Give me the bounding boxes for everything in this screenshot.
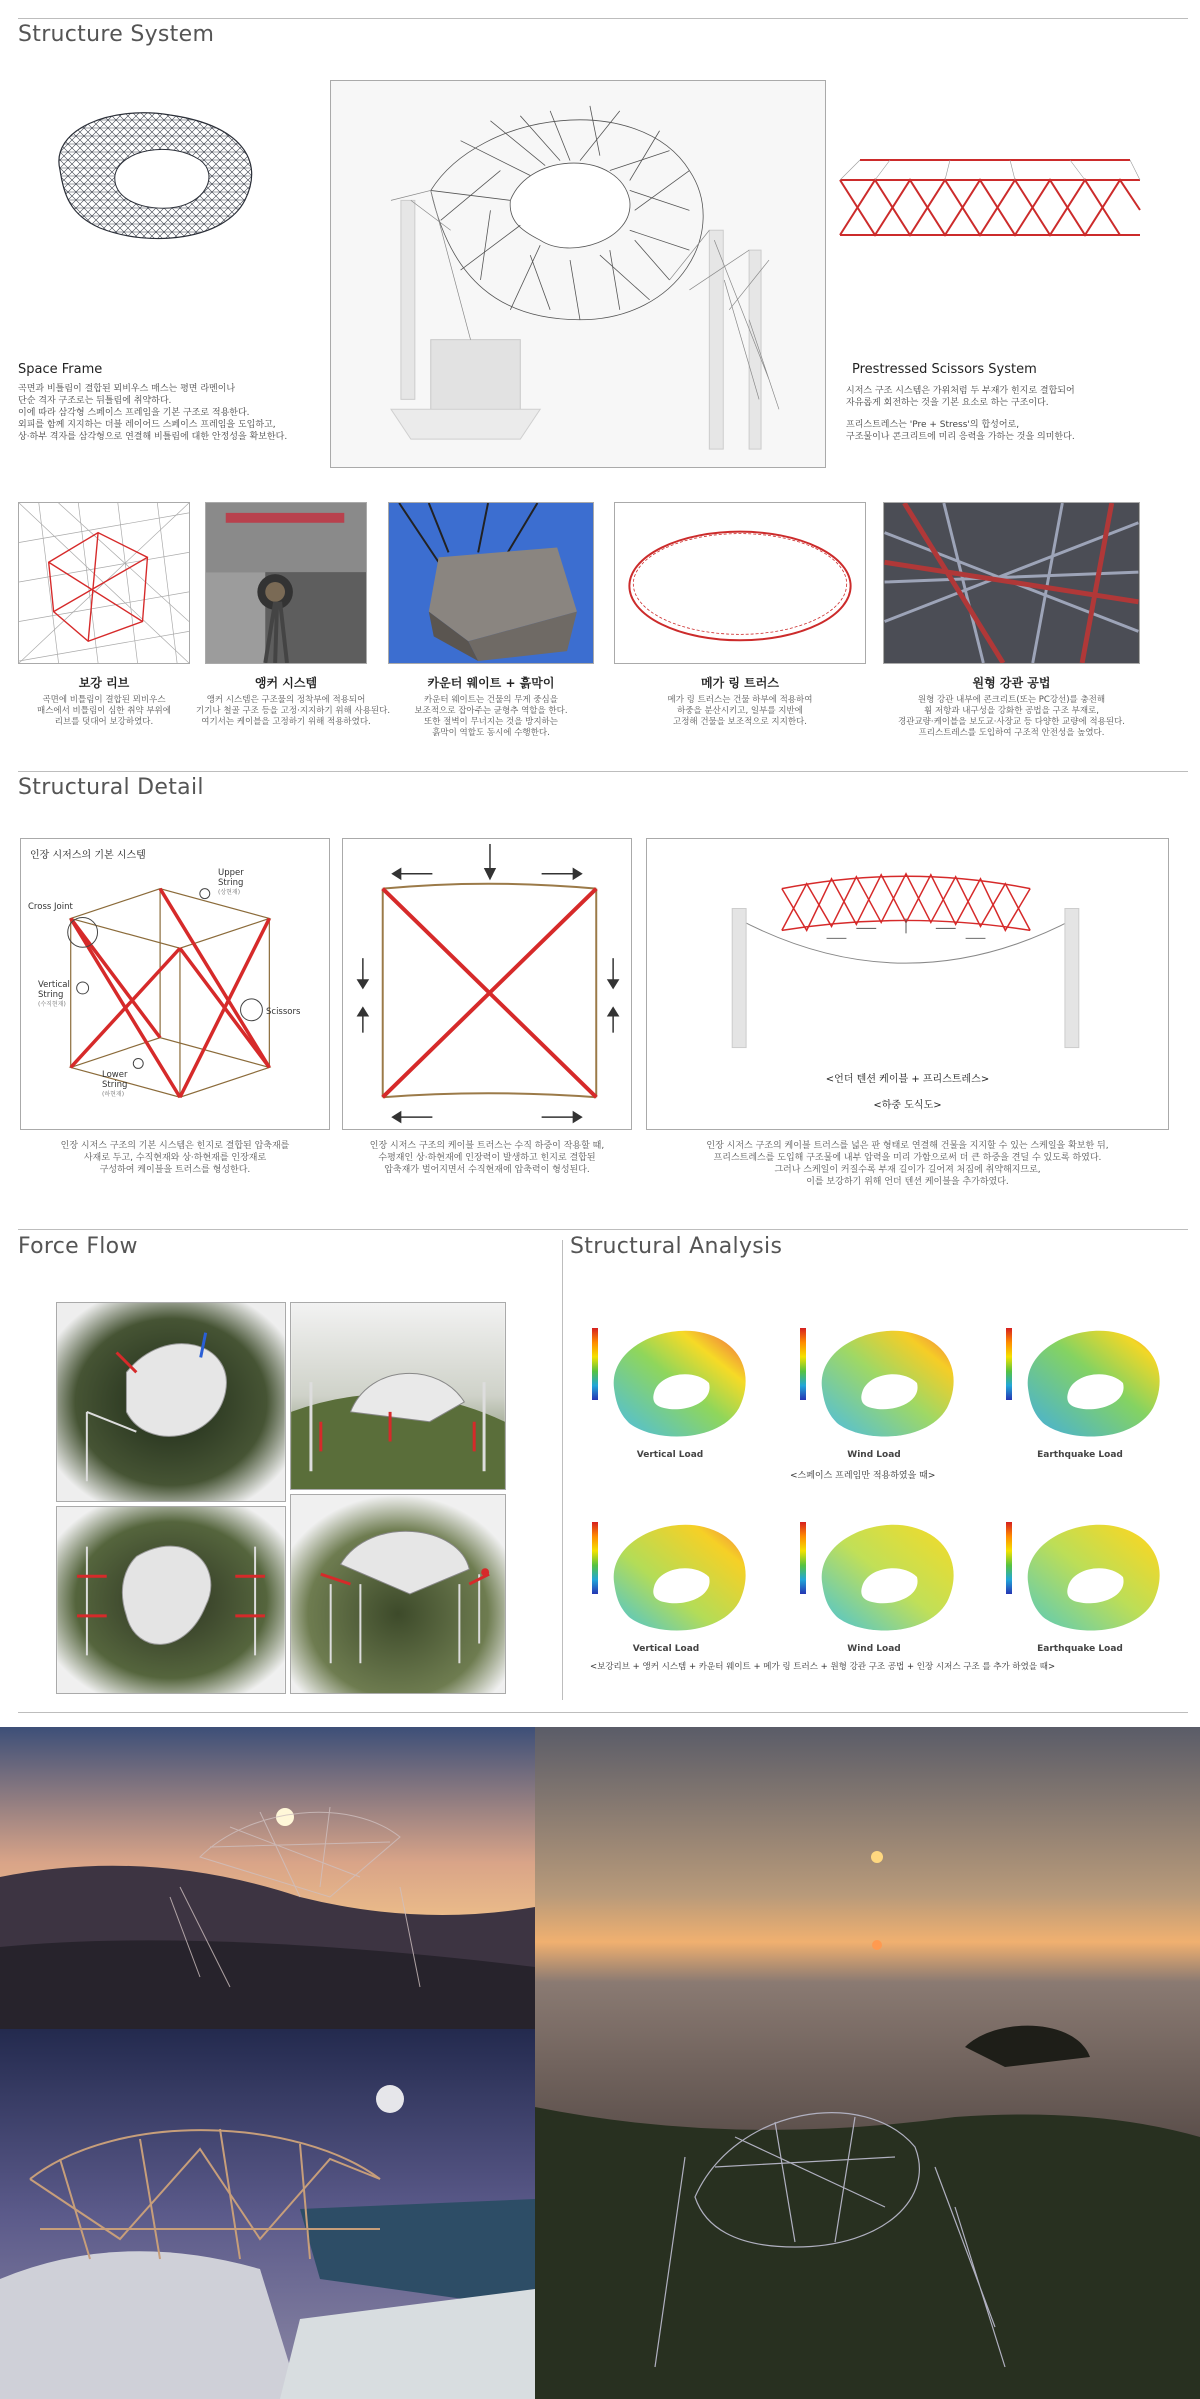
component-caption-line: 프리스트레스를 도입하여 구조적 안전성을 높였다. xyxy=(918,728,1105,738)
detail-box-under-tension xyxy=(646,838,1169,1130)
component-title: 보강 리브 xyxy=(78,676,130,690)
analysis-legend-bar xyxy=(1006,1522,1012,1594)
force-flow-panel-plan-view xyxy=(56,1506,286,1694)
component-title: 원형 강관 공법 xyxy=(972,676,1051,690)
component-title: 카운터 웨이트 + 흙막이 xyxy=(427,676,555,690)
component-caption-line: 고정해 건물을 보조적으로 지지한다. xyxy=(673,717,807,727)
analysis-label: Earthquake Load xyxy=(1037,1450,1123,1460)
space-frame-line: 단순 격자 구조로는 뒤틀림에 취약하다. xyxy=(18,396,172,406)
scissors-line: 구조물이나 콘크리트에 미리 응력을 가하는 것을 의미한다. xyxy=(846,432,1075,442)
space-frame-description xyxy=(18,383,287,443)
label-lower-string xyxy=(102,1070,142,1100)
analysis-legend-bar xyxy=(800,1522,806,1594)
analysis-vertical-load-2 xyxy=(604,1512,754,1640)
analysis-legend-bar xyxy=(1006,1328,1012,1400)
detail-caption-line: 사재로 두고, 수직현재와 상·하현재를 인장재로 xyxy=(83,1153,267,1163)
top-divider xyxy=(18,18,1188,19)
detail-caption-line: 구성하여 케이블을 트러스를 형성한다. xyxy=(99,1165,251,1175)
analysis-wind-load-2 xyxy=(812,1512,962,1640)
scissors-line: 자유롭게 회전하는 것을 기본 요소로 하는 구조이다. xyxy=(846,398,1049,408)
detail-caption-line: 그러나 스케일이 커질수록 부재 길이가 길어져 처짐에 취약해지므로, xyxy=(774,1165,1041,1175)
detail-box3-label-under-tension: <언더 텐션 케이블 + 프리스트레스> xyxy=(825,1074,990,1085)
component-caption-line: 흙막이 역할도 동시에 수행한다. xyxy=(432,728,550,738)
render-sunset-sea xyxy=(535,1727,1200,2399)
component-caption-line: 앵커 시스템은 구조물의 정착부에 적용되어 xyxy=(206,695,366,705)
detail-box-force-diagram xyxy=(342,838,632,1130)
force-flow-panel-side-view xyxy=(290,1302,506,1490)
scissors-line: 시저스 구조 시스템은 가위처럼 두 부재가 힌지로 결합되어 xyxy=(846,386,1075,396)
scissors-line xyxy=(846,409,1075,419)
label-upper-string-sub: (상현재) xyxy=(218,889,241,896)
space-frame-line: 외피를 함께 지지하는 더블 레이어드 스페이스 프레임을 도입하고, xyxy=(18,420,276,430)
section-title-structure-system: Structure System xyxy=(18,22,215,47)
component-caption xyxy=(18,695,190,728)
detail-caption-3 xyxy=(646,1140,1169,1188)
render-night-moon xyxy=(0,2029,535,2399)
component-image-steel-pipe xyxy=(883,502,1140,664)
detail-caption-line: 인장 시저스 구조의 케이블 트러스는 수직 하중이 작용할 때, xyxy=(369,1141,605,1151)
scissors-render xyxy=(830,140,1150,260)
section-title-force-flow: Force Flow xyxy=(18,1234,138,1259)
component-caption-line: 보조적으로 잡아주는 균형추 역할을 한다. xyxy=(414,706,568,716)
scissors-title: Prestressed Scissors System xyxy=(852,362,1037,377)
detail-caption-2 xyxy=(342,1140,632,1176)
space-frame-line: 이에 따라 삼각형 스페이스 프레임을 기본 구조로 적용한다. xyxy=(18,408,250,418)
analysis-legend-bar xyxy=(592,1328,598,1400)
component-image-counterweight xyxy=(388,502,594,664)
detail-caption-1 xyxy=(20,1140,330,1176)
space-frame-title: Space Frame xyxy=(18,362,103,377)
analysis-wind-load-1 xyxy=(812,1318,962,1446)
force-flow-panel-top-view xyxy=(56,1302,286,1502)
component-caption xyxy=(388,695,594,739)
component-caption-line: 여기서는 케이블을 고정하기 위해 적용하였다. xyxy=(201,717,371,727)
detail-box3-label-load-diagram: <하중 도식도> xyxy=(873,1100,942,1111)
component-title: 메가 링 트러스 xyxy=(701,676,779,690)
component-title: 앵커 시스템 xyxy=(254,676,318,690)
component-caption-line: 곡면에 비틀림이 결합된 뫼비우스 xyxy=(42,695,166,705)
label-scissors: Scissors xyxy=(266,1007,301,1017)
divider xyxy=(18,1229,1188,1230)
detail-caption-line: 이를 보강하기 위해 언더 텐션 케이블을 추가하였다. xyxy=(806,1177,1009,1187)
divider xyxy=(18,1712,1188,1713)
label-cross-joint: Cross Joint xyxy=(28,902,73,912)
component-caption-line: 매스에서 비틀림이 심한 취약 부위에 xyxy=(37,706,171,716)
component-caption xyxy=(873,695,1150,739)
label-vertical-string xyxy=(38,980,88,1010)
analysis-legend-bar xyxy=(800,1328,806,1400)
space-frame-render xyxy=(40,100,270,250)
central-structure-render xyxy=(330,80,826,468)
label-vertical-string-sub: (수직현재) xyxy=(38,1001,66,1008)
label-lower-string-text: Lower String xyxy=(102,1070,128,1090)
component-image-anchor xyxy=(205,502,367,664)
label-lower-string-sub: (하현재) xyxy=(102,1091,125,1098)
component-caption-line: 또한 절벽이 무너지는 것을 방지하는 xyxy=(424,717,558,727)
scissors-description xyxy=(846,385,1075,443)
label-upper-string xyxy=(218,868,258,898)
component-caption-line: 원형 강관 내부에 콘크리트(또는 PC강선)를 충전해 xyxy=(917,695,1106,705)
component-caption-line: 기기나 철골 구조 등을 고정·지지하기 위해 사용된다. xyxy=(196,706,391,716)
analysis-caption-row1: <스페이스 프레임만 적용하였을 때> xyxy=(790,1471,936,1481)
divider xyxy=(18,771,1188,772)
detail-caption-line: 프리스트레스를 도입해 구조물에 내부 압력을 미리 가함으로써 더 큰 하중을 견딜 수 있도록 하였다. xyxy=(713,1153,1102,1163)
analysis-caption-row2: <보강리브 + 앵커 시스템 + 카운터 웨이트 + 메가 링 트러스 + 원형 강관 구조 공법 + 인장 시저스 구조 를 추가 하였을 때> xyxy=(590,1662,1056,1672)
detail-caption-line: 압축재가 벌어지면서 수직현재에 압축력이 형성된다. xyxy=(384,1165,590,1175)
scissors-line: 프리스트레스는 'Pre + Stress'의 합성어로, xyxy=(846,420,1020,430)
component-caption-line: 경관교량·케이블을 보도교·사장교 등 다양한 교량에 적용된다. xyxy=(898,717,1125,727)
analysis-earthquake-load-2 xyxy=(1018,1512,1168,1640)
space-frame-line: 곡면과 비틀림이 결합된 뫼비우스 매스는 평면 라멘이나 xyxy=(18,384,236,394)
detail-caption-line: 인장 시저스 구조의 기본 시스템은 힌지로 결합된 압축재를 xyxy=(60,1141,290,1151)
vertical-divider xyxy=(562,1240,563,1700)
detail-caption-line: 수평재인 상·하현재에 인장력이 발생하고 힌지로 결합된 xyxy=(378,1153,596,1163)
analysis-earthquake-load-1 xyxy=(1018,1318,1168,1446)
analysis-label: Wind Load xyxy=(847,1450,901,1460)
detail-box1-title: 인장 시저스의 기본 시스템 xyxy=(30,850,146,861)
analysis-label: Wind Load xyxy=(847,1644,901,1654)
label-vertical-string-text: Vertical String xyxy=(38,980,70,1000)
analysis-label: Vertical Load xyxy=(636,1450,704,1460)
component-caption xyxy=(614,695,866,728)
component-caption-line: 메가 링 트러스는 건물 하부에 적용하여 xyxy=(667,695,813,705)
force-flow-panel-perspective xyxy=(290,1494,506,1694)
space-frame-line: 상·하부 격자를 삼각형으로 연결해 비틀림에 대한 안정성을 확보한다. xyxy=(18,432,288,442)
analysis-legend-bar xyxy=(592,1522,598,1594)
analysis-label: Earthquake Load xyxy=(1037,1644,1123,1654)
analysis-vertical-load-1 xyxy=(604,1318,754,1446)
component-caption-line: 하중을 분산시키고, 일부를 지반에 xyxy=(677,706,803,716)
analysis-label: Vertical Load xyxy=(632,1644,700,1654)
component-caption-line: 리브를 덧대어 보강하였다. xyxy=(54,717,154,727)
label-upper-string-text: Upper String xyxy=(218,868,244,888)
section-title-structural-analysis: Structural Analysis xyxy=(570,1234,783,1259)
component-caption-line: 휨 저항과 내구성을 강화한 공법을 구조 부재로, xyxy=(924,706,1099,716)
component-caption xyxy=(196,695,391,728)
render-sunset-cliff xyxy=(0,1727,535,2029)
detail-caption-line: 인장 시저스 구조의 케이블 트러스를 넓은 판 형태로 연결해 건물을 지지할 수 있는 스케일을 확보한 뒤, xyxy=(706,1141,1109,1151)
component-image-rib xyxy=(18,502,190,664)
section-title-structural-detail: Structural Detail xyxy=(18,775,204,800)
component-caption-line: 카운터 웨이트는 건물의 무게 중심을 xyxy=(424,695,558,705)
component-image-mega-ring xyxy=(614,502,866,664)
